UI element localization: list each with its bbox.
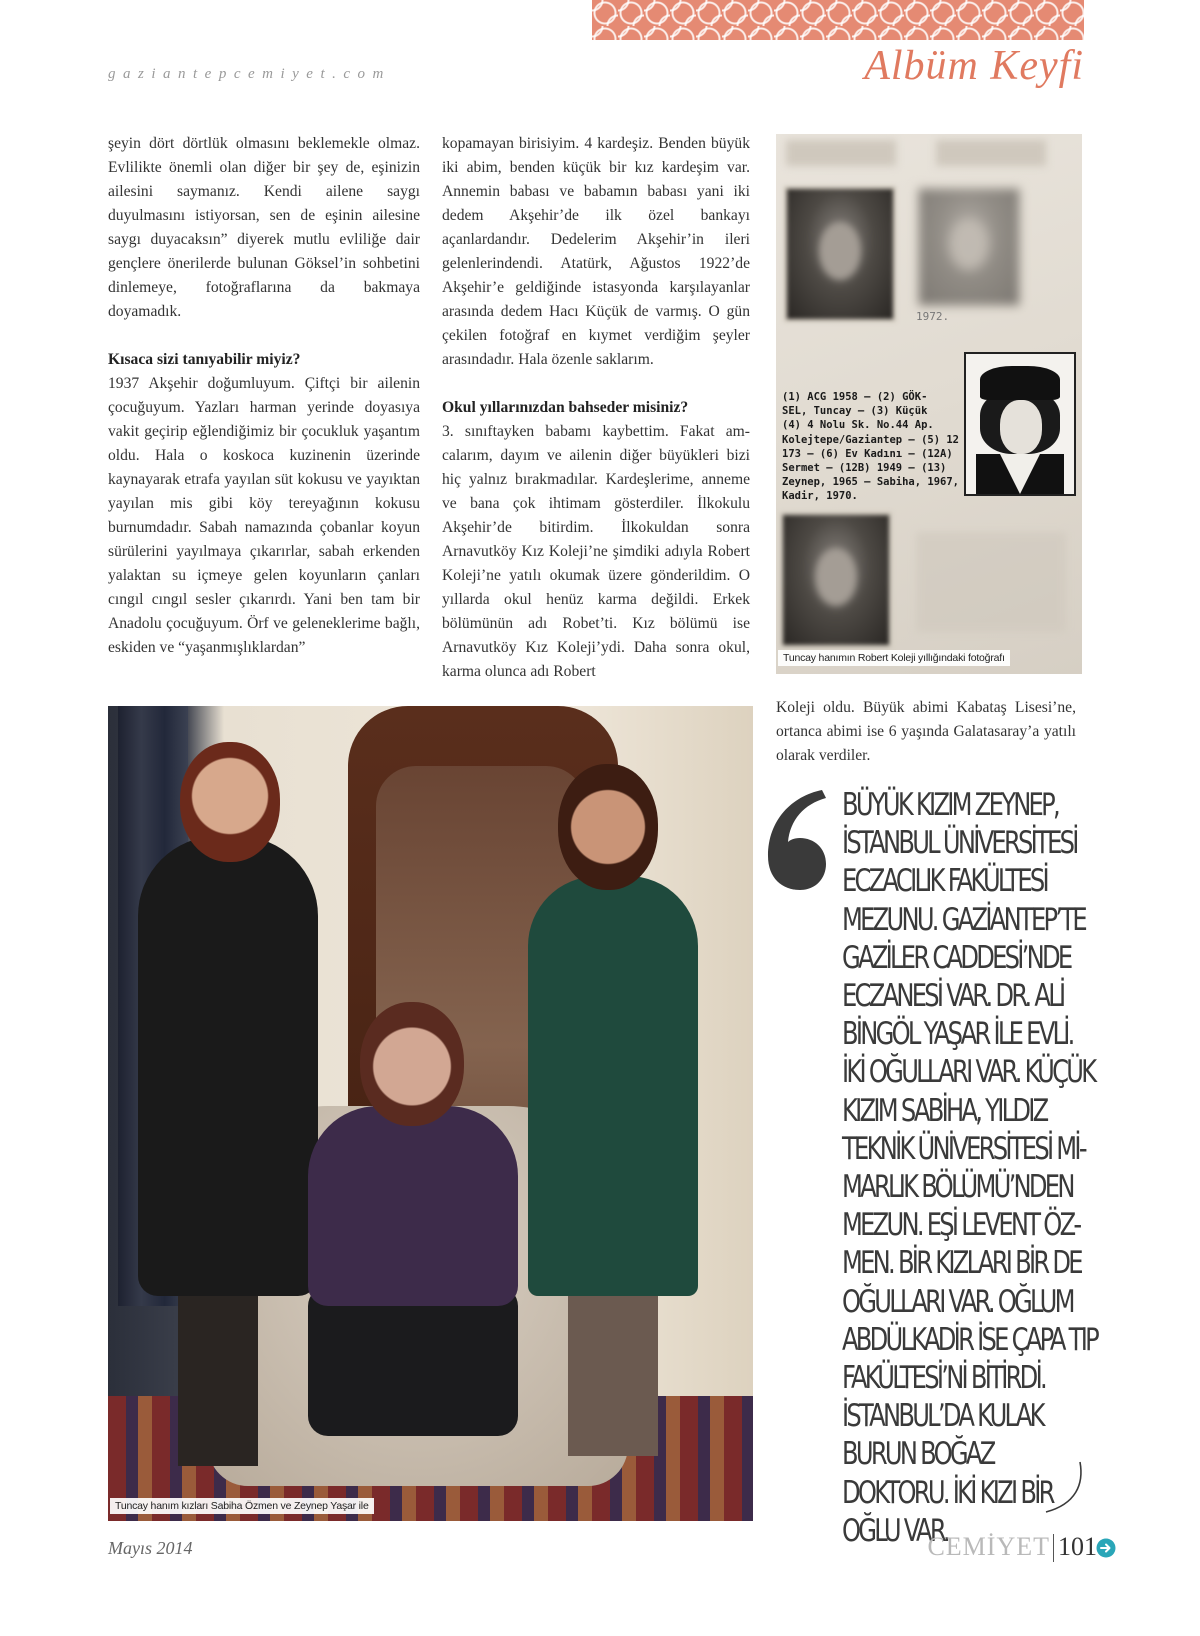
blurred-portrait	[780, 512, 892, 648]
yearbook-photo	[776, 134, 1082, 674]
yearbook-portrait	[964, 352, 1076, 496]
site-url: gaziantepcemiyet.com	[108, 66, 391, 82]
arrow-right-circle-icon	[1096, 1538, 1116, 1558]
answer-paragraph: Koleji oldu. Büyük abimi Kabataş Lisesi’ne, ortanca abimi ise 6 yaşında Galatasaray’a yatılı olarak verdiler.	[776, 699, 1076, 764]
article-paragraph: şeyin dört dörtlük olmasını beklemekle olmaz. Evlilikte önemli olan diğer bir şey de, eşinizin ailesini saymanız. Kendi ailene saygı duyulmasını istiyorsan, sen de eşinin ailesine saygı duyacaksın” diyerek mutlu evliliğe dair gençlere önerilerde bulunan Göksel’in sohbetini dinlemeye, fotoğraflarına da bakmaya doyamadık.	[108, 135, 420, 320]
answer-paragraph: 1937 Akşehir doğumluyum. Çiftçi bir ailenin çocuğuyum. Yazları harman yerinde doyasıya vakit geçirip eğlendiğimiz bir çocukluk yaşantım oldu. Hala o koskoca kuzinenin üzerinde kaynayarak etrafa yayılan süt kokusu ve yayıktan yayılan mis gibi köy tereyağının kokusu burnumdadır. Sabah namazında çobanlar koyun sürülerini yayılmaya çıkarırlar, sabah erkenden yalaktan su içmeye gelen koyunların çanları cıngıl cıngıl sesler çıkarırdı. Yani ben tam bir Anadolu çocuğuyum. Örf ve geleneklerime bağlı, eskiden ve “yaşanmışlıklardan”	[108, 375, 420, 656]
yearbook-photo-caption: Tuncay hanımın Robert Koleji yıllığındaki fotoğrafı	[778, 650, 1010, 666]
article-column-3	[776, 696, 1076, 768]
person-left	[178, 1286, 258, 1466]
magazine-brand: CEMİYET	[927, 1532, 1050, 1561]
yearbook-entry-text: (1) ACG 1958 — (2) GÖK- SEL, Tuncay — (3) Küçük (4) 4 Nolu Sk. No.44 Ap. Kolejtepe/Gaziantep — (5) 12 173 — (6) Ev Kadını — (12A) Sermet — (12B) 1949 — (13) Zeynep, 1965 — Sabiha, 1967, Kadir, 1970.	[782, 391, 960, 503]
blurred-text	[916, 532, 1066, 632]
issue-date: Mayıs 2014	[108, 1538, 193, 1558]
person-left	[138, 836, 318, 1296]
blurred-portrait	[916, 186, 1022, 308]
footer-divider	[1053, 1534, 1054, 1562]
person-seated	[308, 1286, 518, 1436]
quote-mark-icon	[762, 786, 832, 896]
pull-quote: BÜYÜK KIZIM ZEYNEP, İSTANBUL ÜNİVERSİTESİ ECZACILIK FAKÜLTESİ MEZUNU. GAZİANTEP’TE GAZİLER CADDESİ’NDE ECZANESİ VAR. DR. ALİ BİNGÖL YAŞAR İLE EVLİ. İKİ OĞULLARI VAR. KÜÇÜK KIZIM SABİHA, YILDIZ TEKNİK ÜNİVERSİTESİ MİMARLIK BÖLÜMÜ’NDEN MEZUN. EŞİ LEVENT ÖZMEN. BİR KIZLARI BİR DE OĞULLARI VAR. OĞLUM ABDÜLKADİR İSE ÇAPA TIP FAKÜLTESİ’Nİ BİTİRDİ. İSTANBUL’DA KULAK BURUN BOĞAZ DOKTORU. İKİ KIZI BİR OĞLU VAR.	[842, 787, 1097, 1549]
family-photo-caption: Tuncay hanım kızları Sabiha Özmen ve Zeynep Yaşar ile	[110, 1498, 374, 1514]
quote-tail-icon	[1040, 1460, 1090, 1520]
person-right	[568, 1296, 658, 1456]
blurred-text	[786, 140, 896, 166]
person-seated	[308, 1106, 518, 1306]
person-right	[528, 876, 698, 1296]
article-column-1	[108, 132, 420, 660]
person-seated	[360, 1002, 464, 1126]
person-left	[180, 742, 280, 862]
person-right	[558, 764, 658, 890]
section-title: Albüm Keyfi	[864, 43, 1084, 89]
question-heading: Okul yıllarınızdan bahseder misiniz?	[442, 399, 689, 416]
article-column-2	[442, 132, 750, 684]
answer-paragraph: 3. sınıftayken babamı kaybettim. Fakat amcalarım, dayım ve ailenin diğer büyükleri bizi hiç yalnız bırakmadılar. Kardeşlerime, anneme ve bana çok ihtimam gösterdiler. İlkokulu Akşehir’de bitirdim. İlkokuldan sonra Arnavutköy Kız Koleji’ne şimdiki adıyla Robert Koleji’ne yatılı okumak üzere gönderildim. O yıllarda okul henüz karma değildi. Erkek bölümünün adı Robet’ti. Kız bölümü ise Arnavutköy Kız Koleji’ydi. Daha sonra okul, karma olunca adı Robert	[442, 423, 750, 680]
decorative-pattern-band	[592, 0, 1084, 40]
blurred-portrait	[784, 186, 896, 322]
page-number: 101	[1058, 1532, 1097, 1561]
yearbook-year-mark: 1972.	[916, 310, 950, 323]
question-heading: Kısaca sizi tanıyabilir miyiz?	[108, 351, 301, 368]
blurred-text	[936, 140, 1046, 166]
family-photo	[108, 706, 753, 1521]
answer-paragraph: kopamayan birisiyim. 4 kardeşiz. Benden büyük iki abim, benden küçük bir kız kardeşim var. Annemin babası ve babamın babası yani iki dedem Akşehir’de ilk özel bankayı açanlardandır. Dedelerim Akşehir’in ileri gelenlerindendi. Atatürk, Ağustos 1922’de Akşehir’e geldiğinde istasyonda karşılayanlar arasında dedem Hacı Küçük de varmış. O gün çekilen fotoğraf en kıymet verdiğim şeyler arasındadır. Hala özenle saklarım.	[442, 135, 750, 368]
